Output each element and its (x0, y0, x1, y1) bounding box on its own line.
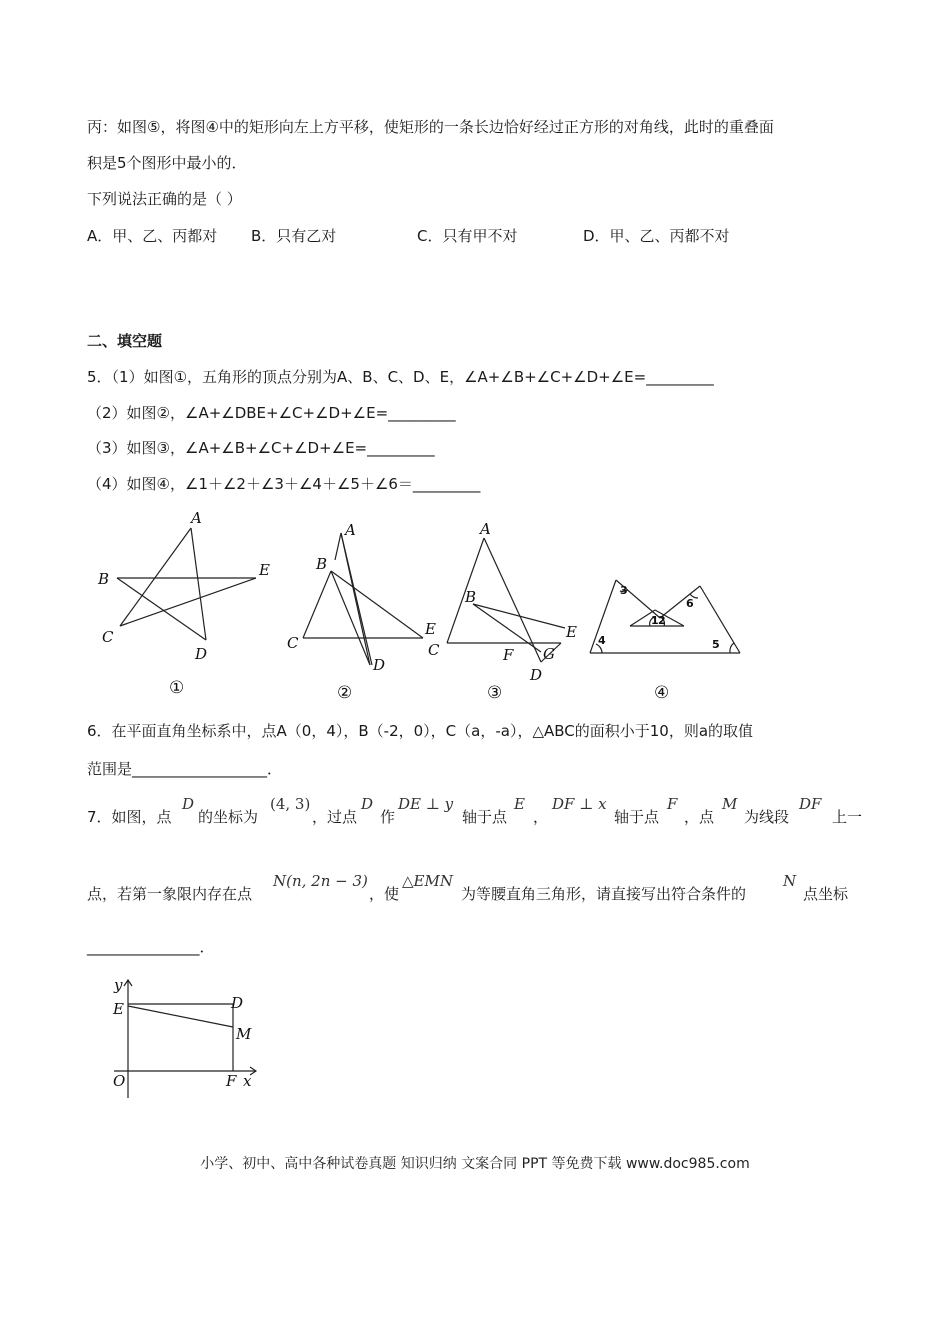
fig4-angle-4: 4 (598, 634, 606, 647)
math-de-perp-y: DE ⊥ y (398, 795, 454, 813)
fig1-caption: ① (169, 678, 185, 698)
math-point-m: M (722, 795, 738, 813)
option-a: A．甲、乙、丙都对 (87, 227, 218, 245)
problem5-figures (0, 500, 950, 710)
math-triangle-emn: △EMN (402, 872, 453, 890)
math-segment-df: DF (799, 795, 822, 813)
problem7-text-5: 轴于点 (462, 808, 508, 826)
fig3-label-a: A (480, 520, 491, 538)
fig3-label-b: B (465, 588, 477, 606)
axis-label-y: y (114, 976, 123, 994)
problem7-figure (0, 970, 300, 1100)
axis-label-x: x (243, 1072, 252, 1090)
fig2-label-b: B (316, 555, 328, 573)
fig1-label-c: C (102, 628, 114, 646)
fig3-label-d: D (530, 666, 543, 684)
point-label-d: D (231, 994, 244, 1012)
fig1-label-d: D (195, 645, 208, 663)
page-footer: 小学、初中、高中各种试卷真题 知识归纳 文案合同 PPT 等免费下载 www.doc985.com (200, 1156, 750, 1172)
problem4-bing-line2: 积是5个图形中最小的． (87, 154, 247, 172)
fig1-label-a: A (191, 509, 202, 527)
fig3-caption: ③ (487, 683, 503, 703)
problem5-part1: 5．（1）如图①，五角形的顶点分别为A、B、C、D、E，∠A+∠B+∠C+∠D+∠E=_________ (87, 368, 714, 386)
problem7-text-9: 为线段 (744, 808, 790, 826)
fig2-label-e: E (425, 620, 436, 638)
problem7-answer-blank: _______________． (87, 938, 215, 956)
problem7-text-3: ，过点 (312, 808, 358, 826)
fig1-label-b: B (98, 570, 110, 588)
problem4-bing-line1: 丙：如图⑤，将图④中的矩形向左上方平移，使矩形的一条长边恰好经过正方形的对角线，此时的重叠面 (87, 118, 774, 136)
problem7-text-8: ，点 (684, 808, 715, 826)
math-point-n-expr: N(n, 2n − 3) (273, 872, 368, 890)
fig2-caption: ② (337, 683, 353, 703)
problem7-text-4: 作 (380, 808, 396, 826)
problem7-text-7: 轴于点 (614, 808, 660, 826)
fig2-label-a: A (345, 521, 356, 539)
section-title: 二、填空题 (87, 332, 163, 350)
problem5-part2: （2）如图②，∠A+∠DBE+∠C+∠D+∠E=_________ (87, 404, 456, 422)
option-b: B．只有乙对 (251, 227, 337, 245)
fig4-caption: ④ (654, 683, 670, 703)
problem6-line1: 6．在平面直角坐标系中，点A（0，4），B（-2，0），C（a，-a），△ABC的面积小于10，则a的取值 (87, 722, 754, 740)
math-df-perp-x: DF ⊥ x (552, 795, 607, 813)
math-point-e: E (514, 795, 525, 813)
point-label-m: M (236, 1025, 252, 1043)
problem7-text-2: 的坐标为 (198, 808, 259, 826)
problem7-text-6: ， (533, 808, 549, 826)
fig3-label-g: G (543, 645, 555, 663)
problem5-part4: （4）如图④，∠1＋∠2＋∠3＋∠4＋∠5＋∠6＝_________ (87, 475, 481, 493)
fig2-label-c: C (287, 634, 299, 652)
point-label-o: O (113, 1072, 126, 1090)
problem7-text-10: 上一 (832, 808, 863, 826)
point-label-f: F (226, 1072, 237, 1090)
problem6-line2: 范围是__________________． (87, 760, 283, 778)
problem7-text-14: 点坐标 (803, 885, 849, 903)
fig4-angle-1: 1 (651, 614, 659, 627)
math-point-n: N (783, 872, 797, 890)
problem7-text-11: 点，若第一象限内存在点 (87, 885, 253, 903)
math-point-d: D (182, 795, 195, 813)
math-point-f: F (667, 795, 678, 813)
fig2-label-d: D (373, 656, 386, 674)
problem5-part3: （3）如图③，∠A+∠B+∠C+∠D+∠E=_________ (87, 439, 435, 457)
math-coord-d: (4, 3) (270, 795, 311, 813)
fig1-label-e: E (259, 561, 270, 579)
fig4-angle-3: 3 (620, 584, 628, 597)
option-d: D．甲、乙、丙都不对 (583, 227, 730, 245)
math-point-d-2: D (361, 795, 374, 813)
problem7-text-13: 为等腰直角三角形，请直接写出符合条件的 (461, 885, 747, 903)
fig3-label-f: F (503, 646, 514, 664)
fig3-label-c: C (428, 641, 440, 659)
fig4-angle-6: 6 (686, 597, 694, 610)
fig3-label-e: E (566, 623, 577, 641)
problem7-text-1: 7．如图，点 (87, 808, 172, 826)
problem4-question: 下列说法正确的是（ ） (87, 190, 242, 208)
fig4-angle-2: 2 (658, 614, 666, 627)
option-c: C．只有甲不对 (417, 227, 518, 245)
problem7-text-12: ，使 (369, 885, 400, 903)
point-label-e: E (113, 1000, 124, 1018)
fig4-angle-5: 5 (712, 638, 720, 651)
